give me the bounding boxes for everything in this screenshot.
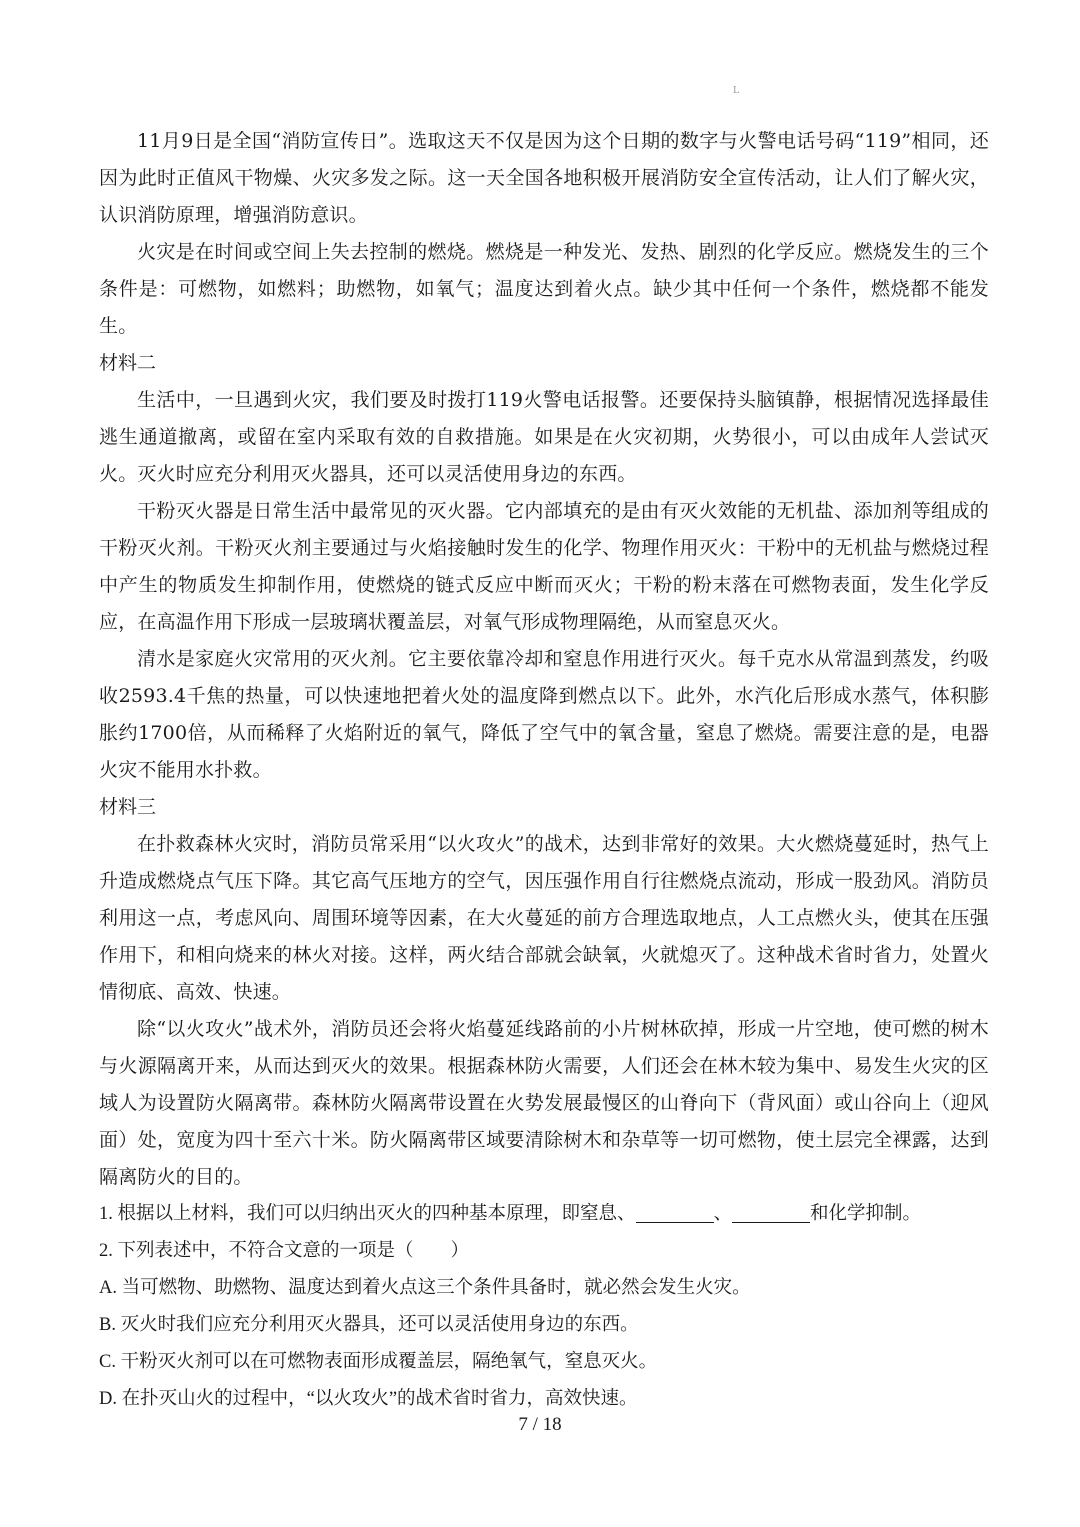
answer-blank-2[interactable]	[732, 1202, 810, 1223]
material3-paragraph-2: 除“以火攻火”战术外，消防员还会将火焰蔓延线路前的小片树林砍掉，形成一片空地，使可燃的树木与火源隔离开来，从而达到灭火的效果。根据森林防火需要，人们还会在林木较为集中、易发生火灾的区域人为设置防火隔离带。森林防火隔离带设置在火势发展最慢区的山脊向下（背风面）或山谷向上（迎风面）处，宽度为四十至六十米。防火隔离带区域要清除树木和杂草等一切可燃物，使土层完全裸露，达到隔离防火的目的。	[99, 1018, 989, 1188]
material2-paragraph-3: 清水是家庭火灾常用的灭火剂。它主要依靠冷却和窒息作用进行灭火。每千克水从常温到蒸发，约吸收2593.4千焦的热量，可以快速地把着火处的温度降到燃点以下。此外，水汽化后形成水蒸气，体积膨胀约1700倍，从而稀释了火焰附近的氧气，降低了空气中的氧含量，窒息了燃烧。需要注意的是，电器火灾不能用水扑救。	[99, 648, 989, 781]
material2-paragraph-2: 干粉灭火器是日常生活中最常见的灭火器。它内部填充的是由有灭火效能的无机盐、添加剂等组成的干粉灭火剂。干粉灭火剂主要通过与火焰接触时发生的化学、物理作用灭火：干粉中的无机盐与燃烧过程中产生的物质发生抑制作用，使燃烧的链式反应中断而灭火；干粉的粉末落在可燃物表面，发生化学反应，在高温作用下形成一层玻璃状覆盖层，对氧气形成物理隔绝，从而窒息灭火。	[99, 500, 989, 633]
option-c: C. 干粉灭火剂可以在可燃物表面形成覆盖层，隔绝氧气，窒息灭火。	[99, 1352, 658, 1372]
page-number: 7 / 18	[518, 1414, 562, 1435]
question-2: 2. 下列表述中，不符合文意的一项是（ ）	[99, 1241, 470, 1261]
material3-paragraph-1: 在扑救森林火灾时，消防员常采用“以火攻火”的战术，达到非常好的效果。大火燃烧蔓延时，热气上升造成燃烧点气压下降。其它高气压地方的空气，因压强作用自行往燃烧点流动，形成一股劲风。消防员利用这一点，考虑风向、周围环境等因素，在大火蔓延的前方合理选取地点，人工点燃火头，使其在压强作用下，和相向烧来的林火对接。这样，两火结合部就会缺氧，火就熄灭了。这种战术省时省力，处置火情彻底、高效、快速。	[99, 833, 989, 1003]
option-a: A. 当可燃物、助燃物、温度达到着火点这三个条件具备时，就必然会发生火灾。	[99, 1278, 751, 1298]
question-1-suffix: 和化学抑制。	[810, 1204, 922, 1224]
corner-mark: L	[733, 86, 739, 96]
material1-paragraph-1: 11月9日是全国“消防宣传日”。选取这天不仅是因为这个日期的数字与火警电话号码“119”相同，还因为此时正值风干物燥、火灾多发之际。这一天全国各地积极开展消防安全宣传活动，让人们了解火灾，认识消防原理，增强消防意识。	[99, 130, 989, 226]
answer-blank-1[interactable]	[636, 1202, 714, 1223]
page-content	[99, 123, 989, 1418]
question-1-prefix: 1. 根据以上材料，我们可以归纳出灭火的四种基本原理，即窒息、	[99, 1204, 636, 1224]
material1-paragraph-2: 火灾是在时间或空间上失去控制的燃烧。燃烧是一种发光、发热、剧烈的化学反应。燃烧发生的三个条件是：可燃物，如燃料；助燃物，如氧气；温度达到着火点。缺少其中任何一个条件，燃烧都不能发生。	[99, 241, 989, 337]
material2-paragraph-1: 生活中，一旦遇到火灾，我们要及时拨打119火警电话报警。还要保持头脑镇静，根据情况选择最佳逃生通道撤离，或留在室内采取有效的自救措施。如果是在火灾初期，火势很小，可以由成年人尝试灭火。灭火时应充分利用灭火器具，还可以灵活使用身边的东西。	[99, 389, 989, 485]
option-b: B. 灭火时我们应充分利用灭火器具，还可以灵活使用身边的东西。	[99, 1315, 639, 1335]
question-1	[99, 1196, 989, 1233]
material3-heading: 材料三	[99, 796, 157, 818]
option-d: D. 在扑灭山火的过程中，“以火攻火”的战术省时省力，高效快速。	[99, 1389, 638, 1409]
question-1-separator: 、	[713, 1204, 733, 1224]
material2-heading: 材料二	[99, 352, 157, 374]
